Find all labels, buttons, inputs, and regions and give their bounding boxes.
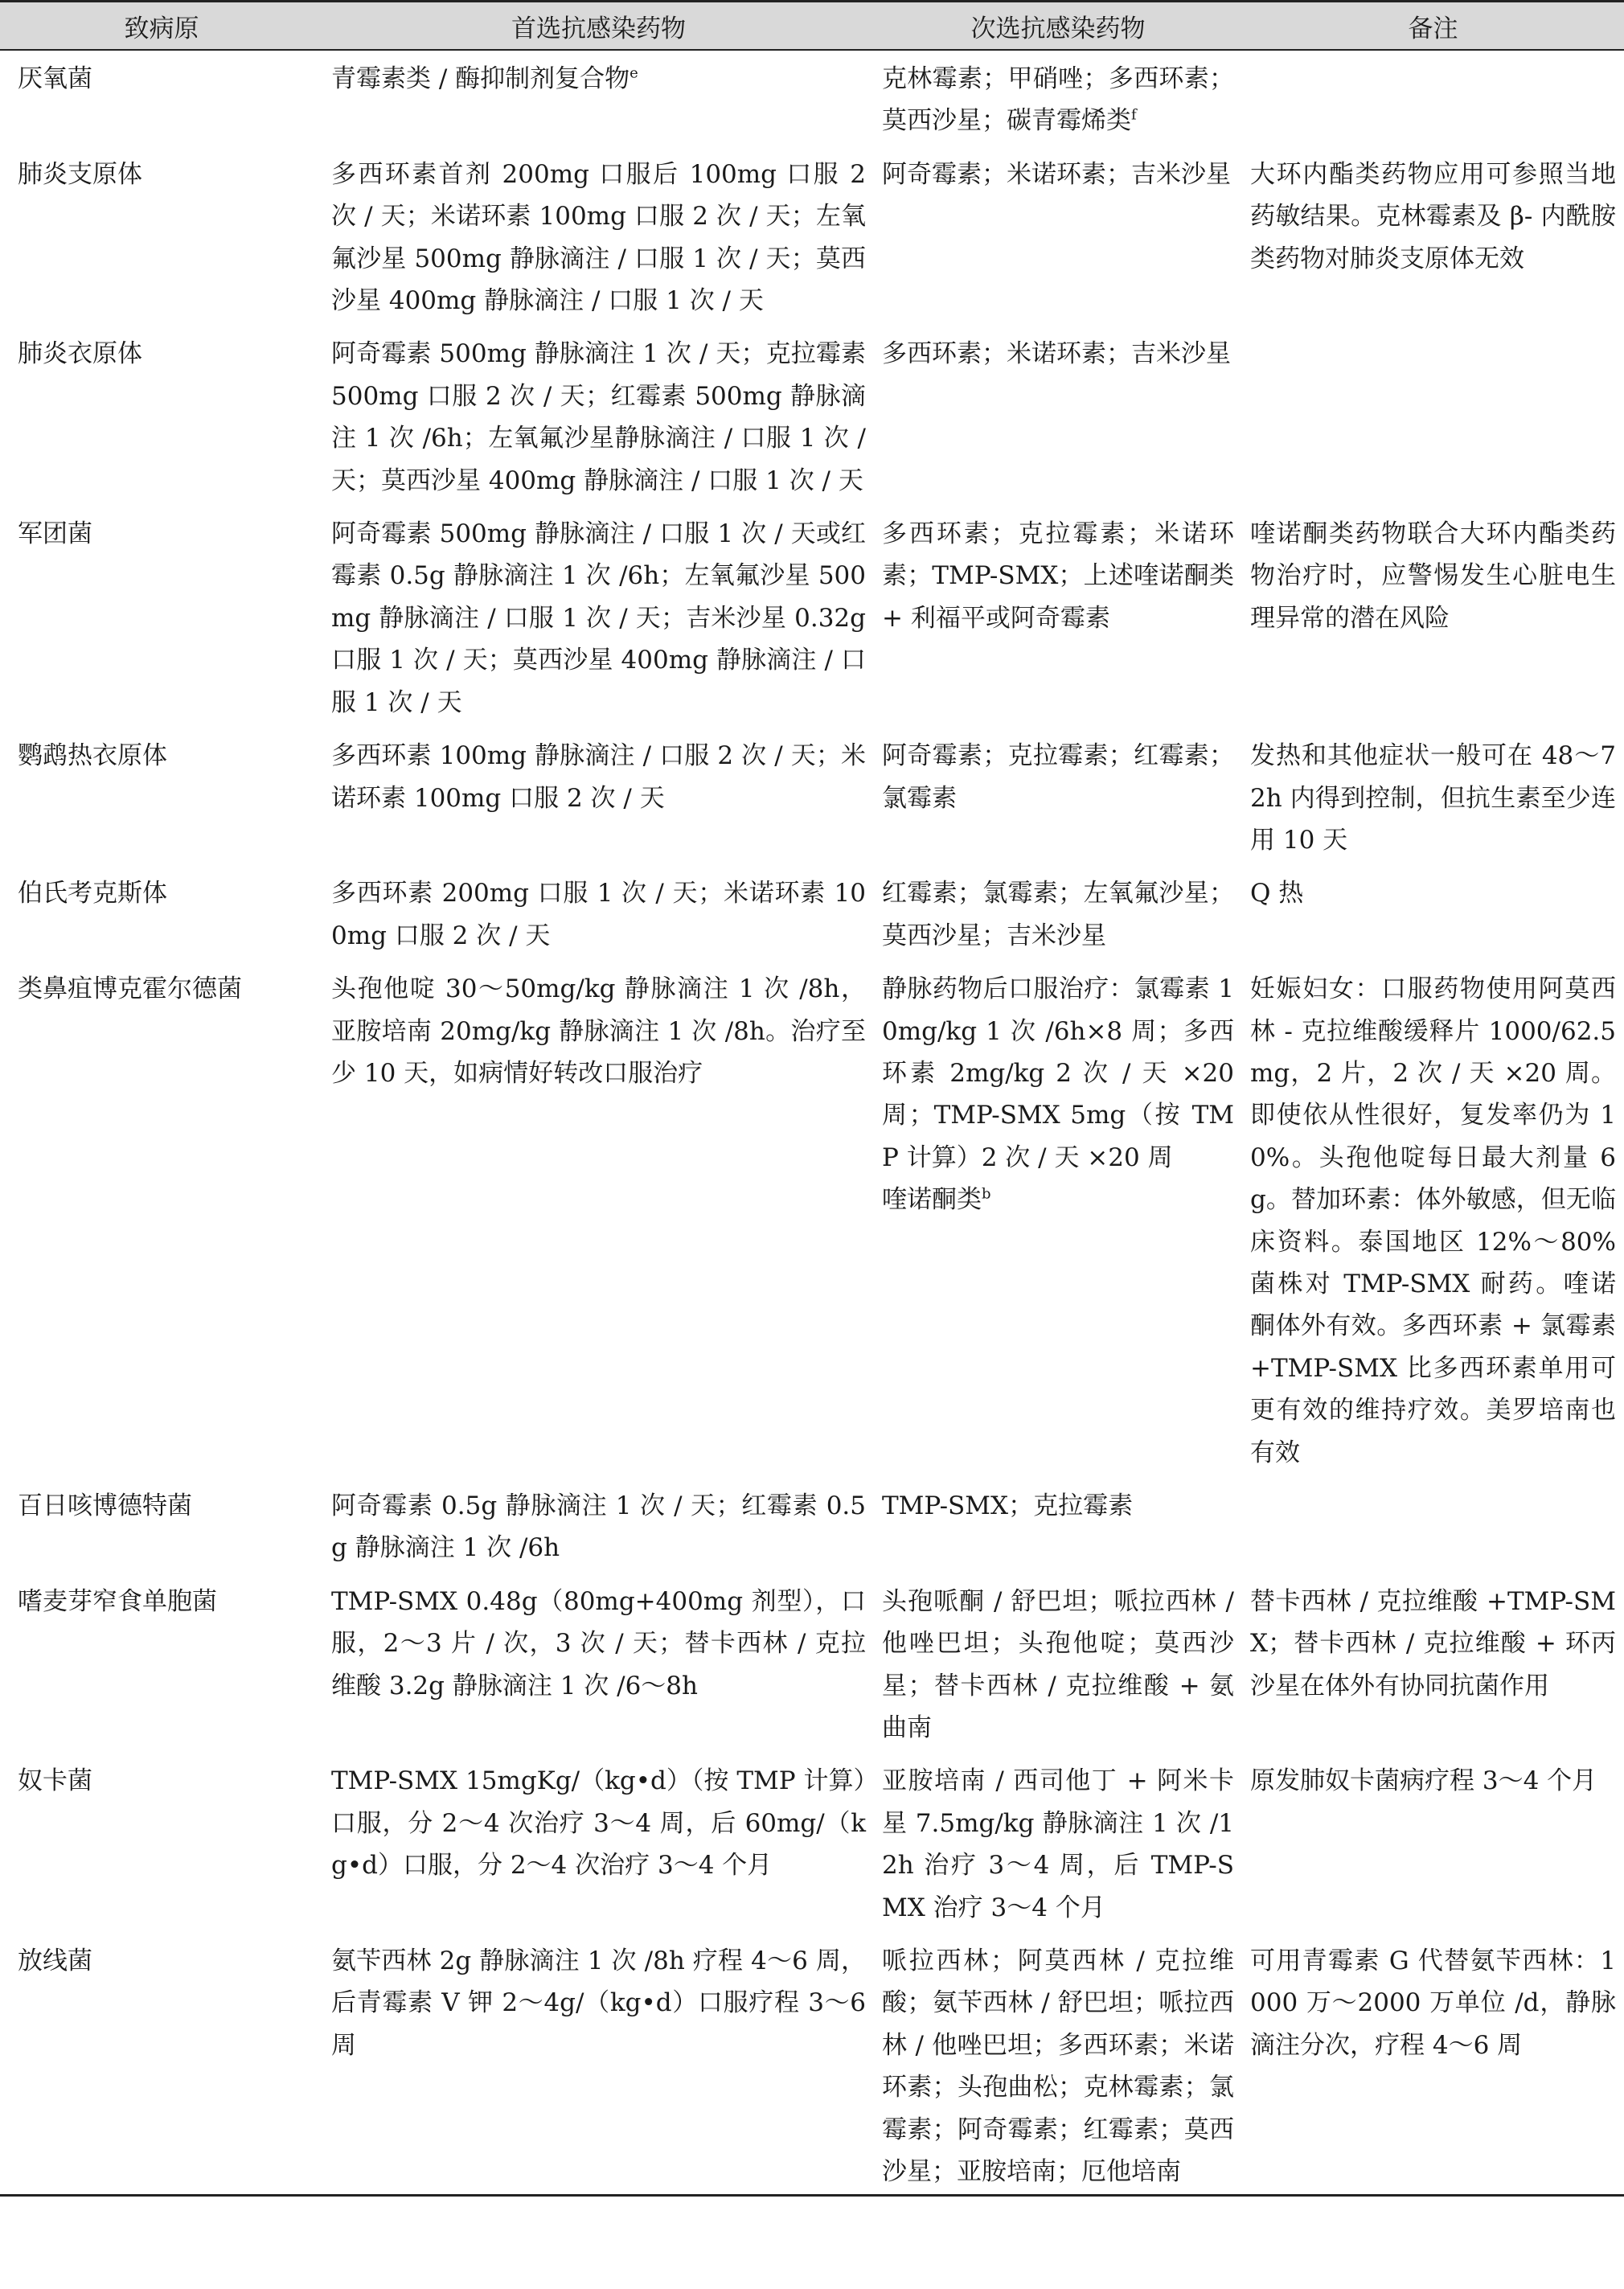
table-row bbox=[0, 1573, 1624, 1754]
second-choice-cell: 哌拉西林；阿莫西林 / 克拉维酸；氨苄西林 / 舒巴坦；哌拉西林 / 他唑巴坦；多西环素；米诺环素；头孢曲松；克林霉素；氯霉素；阿奇霉素；红霉素；莫西沙星；亚胺培南；厄他培南 bbox=[874, 1933, 1242, 2195]
table-row bbox=[0, 728, 1624, 865]
pathogen-cell: 百日咳博德特菌 bbox=[18, 1491, 192, 1520]
second-choice-cell: 多西环素；克拉霉素；米诺环素；TMP-SMX；上述喹诺酮类 + 利福平或阿奇霉素 bbox=[882, 519, 1234, 633]
table-row bbox=[0, 506, 1624, 728]
table-row bbox=[0, 961, 1624, 1478]
first-choice-cell: 多西环素首剂 200mg 口服后 100mg 口服 2 次 / 天；米诺环素 100mg 口服 2 次 / 天；左氧氟沙星 500mg 静脉滴注 / 口服 1 次 / 天；莫西沙星 400mg 静脉滴注 / 口服 1 次 / 天 bbox=[331, 159, 866, 316]
table-header bbox=[0, 2, 1624, 51]
pathogen-cell: 肺炎衣原体 bbox=[18, 339, 142, 369]
pathogen-cell: 厌氧菌 bbox=[18, 64, 92, 93]
first-choice-cell: 多西环素 100mg 静脉滴注 / 口服 2 次 / 天；米诺环素 100mg 口服 2 次 / 天 bbox=[331, 741, 866, 813]
second-choice-cell: TMP-SMX；克拉霉素 bbox=[882, 1491, 1134, 1520]
header-pathogen: 致病原 bbox=[0, 2, 323, 51]
table-row bbox=[0, 1933, 1624, 2195]
notes-cell: 替卡西林 / 克拉维酸 +TMP-SMX；替卡西林 / 克拉维酸 + 环丙沙星在体外有协同抗菌作用 bbox=[1250, 1586, 1616, 1700]
header-row bbox=[0, 2, 1624, 51]
table-row bbox=[0, 146, 1624, 326]
first-choice-cell: 头孢他啶 30～50mg/kg 静脉滴注 1 次 /8h，亚胺培南 20mg/kg 静脉滴注 1 次 /8h。治疗至少 10 天，如病情好转改口服治疗 bbox=[331, 974, 866, 1088]
first-choice-cell: TMP-SMX 0.48g（80mg+400mg 剂型），口服，2～3 片 / 次，3 次 / 天；替卡西林 / 克拉维酸 3.2g 静脉滴注 1 次 /6～8h bbox=[331, 1586, 866, 1700]
second-choice-cell: 阿奇霉素；克拉霉素；红霉素；氯霉素 bbox=[882, 741, 1234, 813]
pathogen-cell: 奴卡菌 bbox=[18, 1766, 92, 1796]
second-choice-cell: 头孢哌酮 / 舒巴坦；哌拉西林 / 他唑巴坦；头孢他啶；莫西沙星；替卡西林 / 克拉维酸 + 氨曲南 bbox=[882, 1586, 1234, 1743]
pathogen-cell: 放线菌 bbox=[0, 1933, 323, 2195]
table-row bbox=[0, 1478, 1624, 1573]
notes-cell: 发热和其他症状一般可在 48～72h 内得到控制，但抗生素至少连用 10 天 bbox=[1250, 741, 1616, 855]
notes-cell: 原发肺奴卡菌病疗程 3～4 个月 bbox=[1250, 1766, 1597, 1796]
first-choice-cell: TMP-SMX 15mgKg/（kg•d）（按 TMP 计算）口服，分 2～4 次治疗 3～4 周，后 60mg/（kg•d）口服，分 2～4 次治疗 3～4 个月 bbox=[331, 1766, 866, 1881]
pathogen-cell: 伯氏考克斯体 bbox=[18, 879, 167, 909]
second-choice-cell: 阿奇霉素；米诺环素；吉米沙星 bbox=[882, 159, 1231, 189]
pathogen-cell: 军团菌 bbox=[18, 519, 92, 549]
notes-cell: 大环内酯类药物应用可参照当地药敏结果。克林霉素及 β- 内酰胺类药物对肺炎支原体无效 bbox=[1250, 159, 1616, 273]
first-choice-cell: 青霉素类 / 酶抑制剂复合物$^e$ bbox=[331, 64, 638, 93]
pathogen-cell: 鹦鹉热衣原体 bbox=[18, 741, 167, 771]
header-second-choice: 次选抗感染药物 bbox=[874, 2, 1242, 51]
table-row bbox=[0, 1753, 1624, 1933]
second-choice-cell: 多西环素；米诺环素；吉米沙星 bbox=[882, 339, 1231, 369]
first-choice-cell: 阿奇霉素 0.5g 静脉滴注 1 次 / 天；红霉素 0.5g 静脉滴注 1 次 /6h bbox=[331, 1491, 866, 1563]
header-first-choice: 首选抗感染药物 bbox=[323, 2, 874, 51]
second-choice-cell: 亚胺培南 / 西司他丁 + 阿米卡星 7.5mg/kg 静脉滴注 1 次 /12h 治疗 3～4 周，后 TMP-SMX 治疗 3～4 个月 bbox=[882, 1766, 1234, 1922]
table-row bbox=[0, 50, 1624, 146]
notes-cell: 喹诺酮类药物联合大环内酯类药物治疗时，应警惕发生心脏电生理异常的潜在风险 bbox=[1250, 519, 1616, 633]
notes-cell bbox=[1242, 1478, 1624, 1573]
notes-cell: 可用青霉素 G 代替氨苄西林：1000 万～2000 万单位 /d，静脉滴注分次，疗程 4～6 周 bbox=[1242, 1933, 1624, 2195]
first-choice-cell: 多西环素 200mg 口服 1 次 / 天；米诺环素 100mg 口服 2 次 / 天 bbox=[331, 879, 866, 950]
first-choice-cell: 阿奇霉素 500mg 静脉滴注 / 口服 1 次 / 天或红霉素 0.5g 静脉滴注 1 次 /6h；左氧氟沙星 500mg 静脉滴注 / 口服 1 次 / 天；吉米沙星 0.32g 口服 1 次 / 天；莫西沙星 400mg 静脉滴注 / 口服 1 次 / 天 bbox=[331, 519, 866, 717]
table-row bbox=[0, 326, 1624, 506]
pathogen-cell: 肺炎支原体 bbox=[18, 159, 142, 189]
notes-cell bbox=[1242, 50, 1624, 146]
second-choice-cell: 静脉药物后口服治疗：氯霉素 10mg/kg 1 次 /6h×8 周；多西环素 2mg/kg 2 次 / 天 ×20 周；TMP-SMX 5mg（按 TMP 计算）2 次 / 天 ×20 周 喹诺酮类$^b$ bbox=[882, 974, 1234, 1215]
second-choice-cell: 克林霉素；甲硝唑；多西环素；莫西沙星；碳青霉烯类$^f$ bbox=[882, 64, 1234, 136]
second-choice-cell: 红霉素；氯霉素；左氧氟沙星；莫西沙星；吉米沙星 bbox=[882, 879, 1234, 950]
notes-cell bbox=[1242, 326, 1624, 506]
first-choice-cell: 阿奇霉素 500mg 静脉滴注 1 次 / 天；克拉霉素 500mg 口服 2 次 / 天；红霉素 500mg 静脉滴注 1 次 /6h；左氧氟沙星静脉滴注 / 口服 1 次 / 天；莫西沙星 400mg 静脉滴注 / 口服 1 次 / 天 bbox=[331, 339, 866, 495]
first-choice-cell: 氨苄西林 2g 静脉滴注 1 次 /8h 疗程 4～6 周，后青霉素 V 钾 2～4g/（kg•d）口服疗程 3～6 周 bbox=[323, 1933, 874, 2195]
notes-cell: 妊娠妇女：口服药物使用阿莫西林 - 克拉维酸缓释片 1000/62.5mg，2 片，2 次 / 天 ×20 周。即使依从性很好，复发率仍为 10%。头孢他啶每日最大剂量 6g。替加环素：体外敏感，但无临床资料。泰国地区 12%～80% 菌株对 TMP-SMX 耐药。喹诺酮体外有效。多西环素 + 氯霉素 +TMP-SMX 比多西环素单用可更有效的维持疗效。美罗培南也有效 bbox=[1250, 974, 1616, 1467]
pathogen-cell: 类鼻疽博克霍尔德菌 bbox=[18, 974, 242, 1004]
table-row bbox=[0, 865, 1624, 961]
pathogen-cell: 嗜麦芽窄食单胞菌 bbox=[18, 1586, 217, 1616]
notes-cell: Q 热 bbox=[1250, 879, 1304, 909]
table-body bbox=[0, 50, 1624, 2195]
header-notes: 备注 bbox=[1242, 2, 1624, 51]
